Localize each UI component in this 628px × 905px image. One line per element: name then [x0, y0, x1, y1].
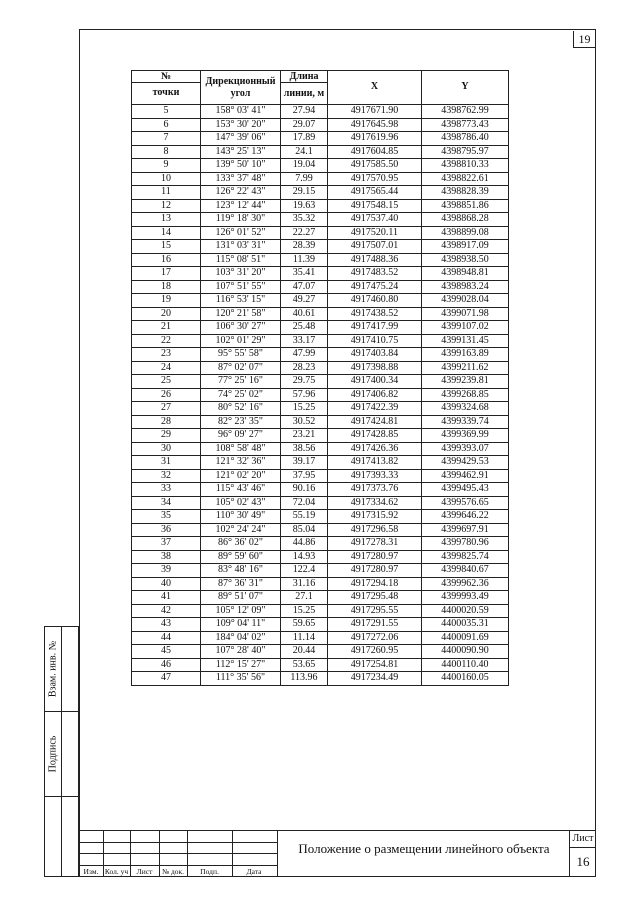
cell-direction-angle: 123° 12' 44"	[201, 199, 281, 213]
coordinates-table	[131, 70, 509, 686]
cell-coord-x: 4917520.11	[328, 226, 422, 240]
cell-coord-x: 4917413.82	[328, 456, 422, 470]
table-row	[132, 321, 509, 335]
cell-direction-angle: 126° 01' 52"	[201, 226, 281, 240]
cell-coord-x: 4917393.33	[328, 469, 422, 483]
table-row	[132, 253, 509, 267]
cell-coord-x: 4917585.50	[328, 159, 422, 173]
cell-point-number: 8	[132, 145, 201, 159]
cell-coord-x: 4917483.52	[328, 267, 422, 281]
cell-direction-angle: 158° 03' 41"	[201, 105, 281, 119]
cell-coord-y: 4399993.49	[422, 591, 509, 605]
cell-point-number: 21	[132, 321, 201, 335]
table-row	[132, 442, 509, 456]
header-direction-angle: Дирекционный угол	[201, 71, 281, 105]
cell-coord-x: 4917424.81	[328, 415, 422, 429]
cell-point-number: 6	[132, 118, 201, 132]
cell-line-length: 38.56	[281, 442, 328, 456]
cell-direction-angle: 121° 32' 36"	[201, 456, 281, 470]
cell-coord-y: 4399825.74	[422, 550, 509, 564]
cell-coord-x: 4917645.98	[328, 118, 422, 132]
table-row	[132, 118, 509, 132]
cell-coord-y: 4398868.28	[422, 213, 509, 227]
cell-coord-x: 4917619.96	[328, 132, 422, 146]
title-block	[79, 830, 596, 877]
cell-coord-y: 4399107.02	[422, 321, 509, 335]
cell-coord-y: 4400035.31	[422, 618, 509, 632]
cell-direction-angle: 82° 23' 35"	[201, 415, 281, 429]
cell-coord-x: 4917426.36	[328, 442, 422, 456]
cell-line-length: 53.65	[281, 658, 328, 672]
cell-direction-angle: 80° 52' 16"	[201, 402, 281, 416]
page-number: 19	[573, 31, 595, 48]
cell-line-length: 90.16	[281, 483, 328, 497]
cell-point-number: 37	[132, 537, 201, 551]
cell-line-length: 11.39	[281, 253, 328, 267]
cell-line-length: 20.44	[281, 645, 328, 659]
cell-point-number: 35	[132, 510, 201, 524]
cell-coord-y: 4399071.98	[422, 307, 509, 321]
cell-coord-x: 4917671.90	[328, 105, 422, 119]
table-row	[132, 672, 509, 686]
cell-direction-angle: 74° 25' 02"	[201, 388, 281, 402]
cell-coord-x: 4917334.62	[328, 496, 422, 510]
table-row	[132, 658, 509, 672]
cell-direction-angle: 89° 51' 07"	[201, 591, 281, 605]
cell-line-length: 30.52	[281, 415, 328, 429]
stamp-value-vzam	[62, 627, 80, 712]
table-row	[132, 591, 509, 605]
cell-coord-x: 4917234.49	[328, 672, 422, 686]
cell-line-length: 14.93	[281, 550, 328, 564]
table-body	[132, 105, 509, 686]
cell-direction-angle: 131° 03' 31"	[201, 240, 281, 254]
cell-coord-y: 4399840.67	[422, 564, 509, 578]
cell-coord-y: 4399239.81	[422, 375, 509, 389]
cell-direction-angle: 111° 35' 56"	[201, 672, 281, 686]
cell-coord-x: 4917604.85	[328, 145, 422, 159]
cell-coord-y: 4398795.97	[422, 145, 509, 159]
table-row	[132, 213, 509, 227]
cell-direction-angle: 110° 30' 49"	[201, 510, 281, 524]
cell-direction-angle: 107° 51' 55"	[201, 280, 281, 294]
header-y: Y	[422, 71, 509, 105]
cell-line-length: 35.32	[281, 213, 328, 227]
cell-direction-angle: 116° 53' 15"	[201, 294, 281, 308]
cell-point-number: 18	[132, 280, 201, 294]
table-row	[132, 645, 509, 659]
table-row	[132, 159, 509, 173]
cell-direction-angle: 107° 28' 40"	[201, 645, 281, 659]
cell-point-number: 28	[132, 415, 201, 429]
cell-direction-angle: 87° 02' 07"	[201, 361, 281, 375]
cell-point-number: 46	[132, 658, 201, 672]
cell-line-length: 28.23	[281, 361, 328, 375]
cell-coord-y: 4399163.89	[422, 348, 509, 362]
cell-direction-angle: 105° 02' 43"	[201, 496, 281, 510]
cell-coord-x: 4917295.55	[328, 604, 422, 618]
table-row	[132, 172, 509, 186]
cell-point-number: 23	[132, 348, 201, 362]
table-row	[132, 334, 509, 348]
table-row	[132, 550, 509, 564]
table-row	[132, 348, 509, 362]
cell-point-number: 27	[132, 402, 201, 416]
table-row	[132, 456, 509, 470]
cell-direction-angle: 112° 15' 27"	[201, 658, 281, 672]
cell-point-number: 16	[132, 253, 201, 267]
table-row	[132, 631, 509, 645]
cell-point-number: 38	[132, 550, 201, 564]
header-line-length: линии, м	[281, 83, 328, 105]
tb-col-doc: № док.	[161, 867, 185, 876]
cell-coord-y: 4399429.53	[422, 456, 509, 470]
cell-line-length: 27.1	[281, 591, 328, 605]
cell-coord-y: 4400020.59	[422, 604, 509, 618]
cell-coord-y: 4399393.07	[422, 442, 509, 456]
cell-coord-y: 4398851.86	[422, 199, 509, 213]
sheet-number: 16	[576, 854, 590, 869]
cell-coord-x: 4917537.40	[328, 213, 422, 227]
cell-point-number: 25	[132, 375, 201, 389]
cell-coord-y: 4400160.05	[422, 672, 509, 686]
cell-coord-y: 4398773.43	[422, 118, 509, 132]
cell-line-length: 17.89	[281, 132, 328, 146]
title-block-grid	[79, 831, 278, 877]
cell-line-length: 39.17	[281, 456, 328, 470]
tb-col-list: Лист	[136, 867, 153, 876]
cell-coord-x: 4917507.01	[328, 240, 422, 254]
cell-line-length: 35.41	[281, 267, 328, 281]
cell-coord-y: 4398917.09	[422, 240, 509, 254]
cell-coord-x: 4917570.95	[328, 172, 422, 186]
header-point-label: точки	[132, 83, 201, 105]
cell-line-length: 25.48	[281, 321, 328, 335]
cell-coord-x: 4917278.31	[328, 537, 422, 551]
cell-line-length: 24.1	[281, 145, 328, 159]
cell-coord-y: 4398983.24	[422, 280, 509, 294]
cell-point-number: 19	[132, 294, 201, 308]
table-header-row-1	[132, 71, 509, 83]
table-row	[132, 523, 509, 537]
cell-line-length: 11.14	[281, 631, 328, 645]
cell-point-number: 14	[132, 226, 201, 240]
cell-coord-x: 4917272.06	[328, 631, 422, 645]
cell-direction-angle: 109° 04' 11"	[201, 618, 281, 632]
cell-line-length: 29.15	[281, 186, 328, 200]
tb-col-izm: Изм.	[83, 867, 99, 876]
cell-point-number: 34	[132, 496, 201, 510]
left-stamp	[44, 626, 79, 877]
cell-coord-y: 4399495.43	[422, 483, 509, 497]
cell-point-number: 42	[132, 604, 201, 618]
cell-coord-y: 4399268.85	[422, 388, 509, 402]
cell-coord-x: 4917400.34	[328, 375, 422, 389]
cell-point-number: 9	[132, 159, 201, 173]
cell-direction-angle: 95° 55' 58"	[201, 348, 281, 362]
cell-line-length: 55.19	[281, 510, 328, 524]
cell-coord-x: 4917488.36	[328, 253, 422, 267]
stamp-label-vzam: Взам. инв. №	[47, 640, 59, 698]
table-row	[132, 267, 509, 281]
cell-coord-y: 4399780.96	[422, 537, 509, 551]
cell-line-length: 113.96	[281, 672, 328, 686]
cell-point-number: 41	[132, 591, 201, 605]
cell-direction-angle: 86° 36' 02"	[201, 537, 281, 551]
cell-direction-angle: 87° 36' 31"	[201, 577, 281, 591]
cell-point-number: 13	[132, 213, 201, 227]
cell-line-length: 72.04	[281, 496, 328, 510]
cell-point-number: 40	[132, 577, 201, 591]
cell-line-length: 7.99	[281, 172, 328, 186]
cell-coord-x: 4917565.44	[328, 186, 422, 200]
cell-coord-x: 4917254.81	[328, 658, 422, 672]
cell-point-number: 10	[132, 172, 201, 186]
tb-row	[79, 843, 277, 854]
table-row	[132, 618, 509, 632]
table-row	[132, 537, 509, 551]
tb-col-kol: Кол. уч	[104, 867, 129, 876]
cell-line-length: 31.16	[281, 577, 328, 591]
cell-point-number: 26	[132, 388, 201, 402]
cell-direction-angle: 96° 09' 27"	[201, 429, 281, 443]
cell-point-number: 30	[132, 442, 201, 456]
cell-direction-angle: 153° 30' 20"	[201, 118, 281, 132]
cell-coord-y: 4399339.74	[422, 415, 509, 429]
cell-line-length: 49.27	[281, 294, 328, 308]
table-row	[132, 402, 509, 416]
cell-line-length: 57.96	[281, 388, 328, 402]
cell-direction-angle: 105° 12' 09"	[201, 604, 281, 618]
cell-line-length: 40.61	[281, 307, 328, 321]
header-length: Длина	[281, 71, 328, 83]
sheet-label: Лист	[570, 831, 596, 848]
cell-line-length: 59.65	[281, 618, 328, 632]
cell-coord-y: 4398899.08	[422, 226, 509, 240]
cell-point-number: 17	[132, 267, 201, 281]
cell-coord-x: 4917398.88	[328, 361, 422, 375]
cell-coord-y: 4399697.91	[422, 523, 509, 537]
cell-direction-angle: 147° 39' 06"	[201, 132, 281, 146]
table-row	[132, 429, 509, 443]
table-row	[132, 361, 509, 375]
cell-line-length: 37.95	[281, 469, 328, 483]
stamp-cell-vzam	[45, 627, 61, 712]
table-row	[132, 604, 509, 618]
table-row	[132, 226, 509, 240]
header-x: X	[328, 71, 422, 105]
cell-coord-x: 4917548.15	[328, 199, 422, 213]
cell-line-length: 27.94	[281, 105, 328, 119]
cell-direction-angle: 115° 43' 46"	[201, 483, 281, 497]
cell-direction-angle: 106° 30' 27"	[201, 321, 281, 335]
cell-point-number: 29	[132, 429, 201, 443]
cell-direction-angle: 108° 58' 48"	[201, 442, 281, 456]
cell-point-number: 20	[132, 307, 201, 321]
cell-coord-y: 4399369.99	[422, 429, 509, 443]
cell-line-length: 47.07	[281, 280, 328, 294]
table-row	[132, 199, 509, 213]
cell-direction-angle: 83° 48' 16"	[201, 564, 281, 578]
cell-line-length: 29.07	[281, 118, 328, 132]
cell-coord-y: 4399576.65	[422, 496, 509, 510]
cell-coord-y: 4399028.04	[422, 294, 509, 308]
cell-coord-x: 4917260.95	[328, 645, 422, 659]
cell-coord-y: 4398828.39	[422, 186, 509, 200]
document-title: Положение о размещении линейного объекта	[298, 841, 550, 856]
cell-coord-x: 4917295.48	[328, 591, 422, 605]
cell-point-number: 12	[132, 199, 201, 213]
table-row	[132, 510, 509, 524]
cell-coord-x: 4917291.55	[328, 618, 422, 632]
cell-coord-x: 4917296.58	[328, 523, 422, 537]
cell-line-length: 19.04	[281, 159, 328, 173]
tb-col-podp: Подп.	[200, 867, 219, 876]
cell-point-number: 47	[132, 672, 201, 686]
stamp-label-podpis: Подпись	[47, 735, 59, 773]
cell-coord-x: 4917280.97	[328, 550, 422, 564]
cell-coord-y: 4398810.33	[422, 159, 509, 173]
cell-coord-y: 4399646.22	[422, 510, 509, 524]
cell-coord-y: 4400091.69	[422, 631, 509, 645]
table-row	[132, 240, 509, 254]
cell-direction-angle: 77° 25' 16"	[201, 375, 281, 389]
cell-direction-angle: 89° 59' 60"	[201, 550, 281, 564]
cell-direction-angle: 184° 04' 02"	[201, 631, 281, 645]
cell-coord-x: 4917475.24	[328, 280, 422, 294]
table-row	[132, 388, 509, 402]
cell-direction-angle: 133° 37' 48"	[201, 172, 281, 186]
cell-coord-y: 4398786.40	[422, 132, 509, 146]
cell-coord-y: 4399211.62	[422, 361, 509, 375]
cell-coord-x: 4917428.85	[328, 429, 422, 443]
stamp-cell-podpis	[45, 712, 61, 797]
cell-point-number: 15	[132, 240, 201, 254]
cell-point-number: 43	[132, 618, 201, 632]
cell-coord-y: 4400090.90	[422, 645, 509, 659]
cell-direction-angle: 115° 08' 51"	[201, 253, 281, 267]
cell-coord-y: 4398762.99	[422, 105, 509, 119]
cell-coord-x: 4917373.76	[328, 483, 422, 497]
cell-point-number: 5	[132, 105, 201, 119]
cell-coord-y: 4399962.36	[422, 577, 509, 591]
cell-line-length: 33.17	[281, 334, 328, 348]
cell-point-number: 39	[132, 564, 201, 578]
table-row	[132, 577, 509, 591]
cell-direction-angle: 102° 01' 29"	[201, 334, 281, 348]
cell-coord-y: 4398938.50	[422, 253, 509, 267]
cell-coord-y: 4398822.61	[422, 172, 509, 186]
cell-direction-angle: 126° 22' 43"	[201, 186, 281, 200]
sheet-box	[569, 831, 596, 877]
cell-point-number: 36	[132, 523, 201, 537]
tb-row	[79, 831, 277, 843]
cell-coord-y: 4399462.91	[422, 469, 509, 483]
table-row	[132, 415, 509, 429]
table-row	[132, 469, 509, 483]
cell-direction-angle: 103° 31' 20"	[201, 267, 281, 281]
table-row	[132, 294, 509, 308]
stamp-column-labels	[45, 627, 62, 876]
stamp-column-values	[62, 627, 80, 876]
table-row	[132, 375, 509, 389]
cell-line-length: 22.27	[281, 226, 328, 240]
cell-coord-y: 4400110.40	[422, 658, 509, 672]
stamp-value-podpis	[62, 712, 80, 797]
cell-line-length: 19.63	[281, 199, 328, 213]
cell-direction-angle: 143° 25' 13"	[201, 145, 281, 159]
table-row	[132, 145, 509, 159]
cell-coord-x: 4917403.84	[328, 348, 422, 362]
cell-direction-angle: 120° 21' 58"	[201, 307, 281, 321]
cell-coord-x: 4917294.18	[328, 577, 422, 591]
cell-point-number: 32	[132, 469, 201, 483]
table-row	[132, 483, 509, 497]
cell-coord-y: 4399131.45	[422, 334, 509, 348]
cell-coord-x: 4917406.82	[328, 388, 422, 402]
cell-point-number: 22	[132, 334, 201, 348]
header-point-number: №	[132, 71, 201, 83]
cell-line-length: 85.04	[281, 523, 328, 537]
cell-point-number: 11	[132, 186, 201, 200]
cell-coord-y: 4398948.81	[422, 267, 509, 281]
cell-coord-x: 4917422.39	[328, 402, 422, 416]
cell-direction-angle: 102° 24' 24"	[201, 523, 281, 537]
cell-line-length: 15.25	[281, 402, 328, 416]
cell-coord-x: 4917410.75	[328, 334, 422, 348]
cell-line-length: 29.75	[281, 375, 328, 389]
table-row	[132, 186, 509, 200]
cell-line-length: 122.4	[281, 564, 328, 578]
table-row	[132, 132, 509, 146]
cell-point-number: 31	[132, 456, 201, 470]
cell-coord-y: 4399324.68	[422, 402, 509, 416]
cell-point-number: 44	[132, 631, 201, 645]
tb-col-data: Дата	[246, 867, 262, 876]
cell-point-number: 24	[132, 361, 201, 375]
cell-line-length: 47.99	[281, 348, 328, 362]
table-row	[132, 496, 509, 510]
table-row	[132, 280, 509, 294]
cell-line-length: 23.21	[281, 429, 328, 443]
cell-coord-x: 4917417.99	[328, 321, 422, 335]
cell-coord-x: 4917460.80	[328, 294, 422, 308]
cell-direction-angle: 119° 18' 30"	[201, 213, 281, 227]
cell-point-number: 7	[132, 132, 201, 146]
cell-direction-angle: 139° 50' 10"	[201, 159, 281, 173]
cell-line-length: 28.39	[281, 240, 328, 254]
cell-coord-x: 4917280.97	[328, 564, 422, 578]
cell-line-length: 15.25	[281, 604, 328, 618]
table-row	[132, 105, 509, 119]
cell-point-number: 33	[132, 483, 201, 497]
cell-coord-x: 4917315.92	[328, 510, 422, 524]
cell-coord-x: 4917438.52	[328, 307, 422, 321]
table-row	[132, 307, 509, 321]
cell-line-length: 44.86	[281, 537, 328, 551]
table-row	[132, 564, 509, 578]
tb-row	[79, 854, 277, 866]
cell-direction-angle: 121° 02' 20"	[201, 469, 281, 483]
cell-point-number: 45	[132, 645, 201, 659]
